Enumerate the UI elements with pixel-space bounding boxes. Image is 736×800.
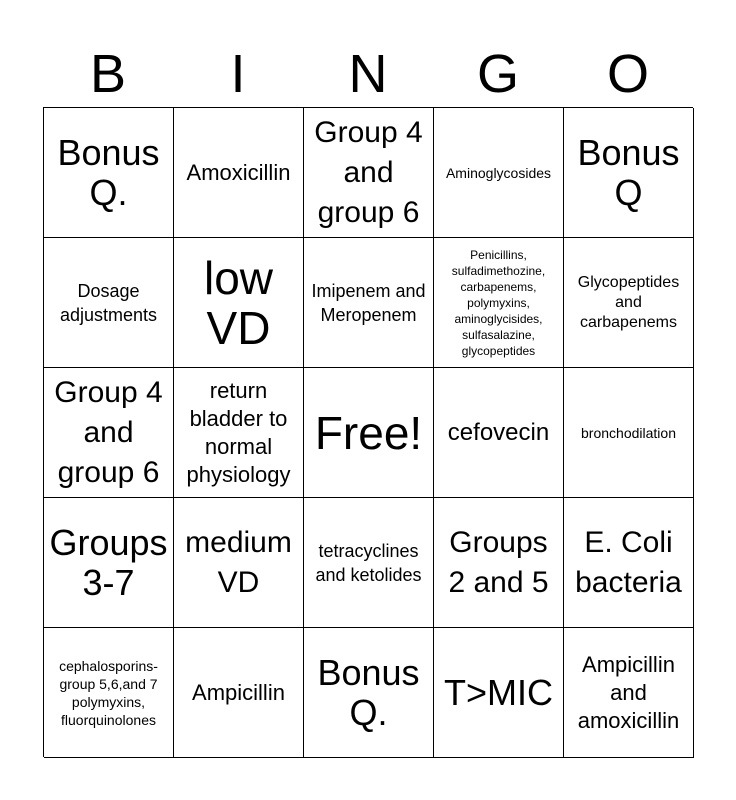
free-space-text: Free! — [314, 406, 423, 459]
cell-text: low VD — [203, 251, 274, 354]
cell-text: Bonus Q. — [317, 651, 420, 733]
bingo-cell-r2-c4[interactable] — [434, 238, 564, 368]
bingo-cell-r4-c1[interactable] — [44, 498, 174, 628]
bingo-cell-r2-c3[interactable] — [304, 238, 434, 368]
header-letter-g: G — [476, 44, 519, 104]
bingo-board — [43, 107, 693, 757]
bingo-cell-r5-c1[interactable] — [44, 628, 174, 758]
bingo-cell-r3-c5[interactable] — [564, 368, 694, 498]
bingo-cell-r2-c2[interactable] — [174, 238, 304, 368]
bingo-cell-r3-c2[interactable] — [174, 368, 304, 498]
header-letter-i: I — [230, 44, 246, 104]
bingo-cell-r5-c3[interactable] — [304, 628, 434, 758]
cell-text: Bonus Q. — [57, 131, 160, 213]
bingo-cell-r5-c2[interactable] — [174, 628, 304, 758]
cell-text: tetracyclines and ketolides — [315, 540, 422, 585]
bingo-cell-r3-c4[interactable] — [434, 368, 564, 498]
bingo-cell-r4-c5[interactable] — [564, 498, 694, 628]
cell-text: Ampicillin and amoxicillin — [577, 651, 680, 733]
header-letter-b: B — [89, 44, 127, 104]
bingo-cell-r4-c4[interactable] — [434, 498, 564, 628]
header-letter-n: N — [348, 44, 388, 104]
cell-text: bronchodilation — [581, 424, 676, 441]
cell-text: Amoxicillin — [186, 159, 291, 185]
bingo-cell-r2-c5[interactable] — [564, 238, 694, 368]
cell-text: medium VD — [185, 525, 292, 599]
cell-text: cefovecin — [447, 419, 550, 446]
bingo-cell-r4-c2[interactable] — [174, 498, 304, 628]
bingo-cell-r1-c5[interactable] — [564, 108, 694, 238]
cell-text: T>MIC — [443, 671, 553, 713]
header-letter-o: O — [606, 44, 649, 104]
bingo-header — [43, 40, 693, 108]
cell-text: Penicillins, sulfadimethozine, carbapenems, polymyxins, aminoglycisides, sulfasalazine, glycopeptides — [451, 247, 546, 358]
cell-text: Group 4 and group 6 — [54, 375, 163, 489]
cell-text: Aminoglycosides — [445, 164, 552, 181]
cell-text: Groups 3-7 — [49, 521, 168, 603]
bingo-cell-r1-c4[interactable] — [434, 108, 564, 238]
cell-text: Ampicillin — [192, 679, 285, 705]
bingo-cell-r1-c3[interactable] — [304, 108, 434, 238]
cell-text: Dosage adjustments — [59, 280, 158, 325]
bingo-cell-free[interactable] — [304, 368, 434, 498]
cell-text: Group 4 and group 6 — [314, 115, 423, 229]
cell-text: cephalosporins-group 5,6,and 7 polymyxins, fluorquinolones — [59, 657, 158, 728]
bingo-cell-r1-c2[interactable] — [174, 108, 304, 238]
bingo-cell-r2-c1[interactable] — [44, 238, 174, 368]
cell-text: Groups 2 and 5 — [448, 525, 549, 599]
bingo-cell-r5-c5[interactable] — [564, 628, 694, 758]
bingo-cell-r4-c3[interactable] — [304, 498, 434, 628]
cell-text: Imipenem and Meropenem — [311, 280, 426, 325]
cell-text: E. Coli bacteria — [575, 525, 682, 599]
bingo-cell-r3-c1[interactable] — [44, 368, 174, 498]
cell-text: return bladder to normal physiology — [186, 377, 291, 487]
bingo-cell-r1-c1[interactable] — [44, 108, 174, 238]
bingo-cell-r5-c4[interactable] — [434, 628, 564, 758]
cell-text: Bonus Q — [577, 131, 680, 213]
cell-text: Glycopeptides and carbapenems — [577, 273, 680, 331]
